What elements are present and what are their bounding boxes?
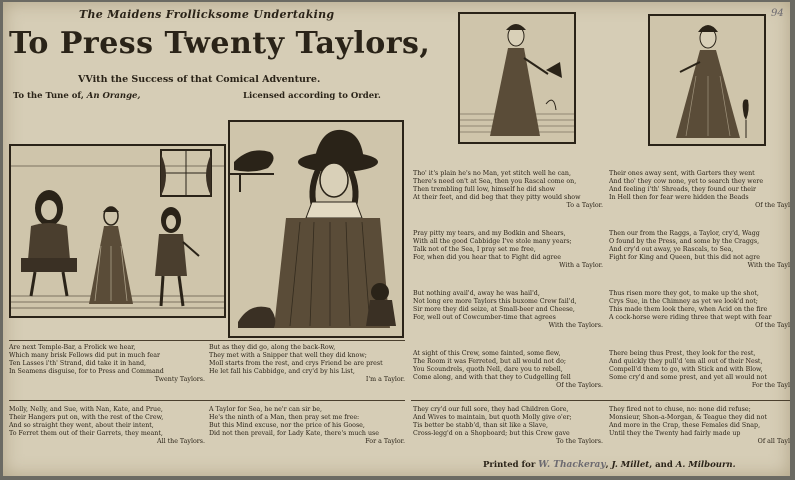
imprint-and: and — [655, 460, 673, 470]
verse-line: Which many brisk Fellows did put in much fear — [9, 352, 160, 359]
verse-line: Tho' it's plain he's no Man, yet stitch well he can, — [413, 170, 571, 177]
verse-line: A cock-horse were riding three that wept with fear — [609, 314, 772, 321]
verse-col4-stanza1 — [609, 170, 790, 210]
verse-line: Pray pitty my tears, and my Bodkin and Shears, — [413, 230, 566, 237]
verse-line: They cry'd our full sore, they had Children Gore, — [413, 406, 569, 413]
verse-line: This made them look there, when Acid on the fire — [609, 306, 768, 313]
verse-line: In Seamens disguise, for to Press and Command — [9, 368, 164, 375]
tune-line — [13, 91, 140, 101]
verse-col4-stanza5 — [609, 406, 790, 446]
ballad-sheet — [3, 2, 790, 476]
verse-refrain: Of the Tayl — [755, 322, 790, 329]
verse-line: With all the good Cabbidge I've stole many years; — [413, 238, 572, 245]
verse-line: Come along, and with that they to Cudgelling fell — [413, 374, 571, 381]
verse-line: To Ferret them out of their Garrets, they meant, — [9, 430, 163, 437]
verse-line: And so straight they went, about their intent, — [9, 422, 154, 429]
verse-refrain: With the Tayl — [747, 262, 790, 269]
verse-col1-stanza2 — [9, 406, 205, 446]
woodcut-woman-fan-drawing — [460, 14, 574, 142]
margin-mark: 94 — [771, 8, 784, 19]
verse-line: You Scoundrels, quoth Nell, dare you to rebell, — [413, 366, 563, 373]
verse-refrain: With a Taylor. — [559, 262, 603, 269]
verse-line: They fired not to chuse, no: none did refuse; — [609, 406, 751, 413]
woodcut-couple-drawing — [11, 146, 224, 316]
title-subtitle: VVith the Success of that Comical Adventure. — [78, 74, 321, 85]
verse-refrain: For a Taylor. — [365, 438, 405, 445]
verse-line: Cross-legg'd on a Shopboard; but this Crew gave — [413, 430, 570, 437]
verse-col3-stanza2 — [413, 230, 603, 270]
verse-line: Are next Temple-Bar, a Frolick we hear, — [9, 344, 136, 351]
verse-line: Ten Lasses i'th' Strand, did take it in hand, — [9, 360, 147, 367]
verse-col3-stanza1 — [413, 170, 603, 210]
verse-refrain: All the Taylors. — [157, 438, 205, 445]
verse-col2-stanza1 — [209, 344, 405, 384]
verse-line: Their Hangers put on, with the rest of the Crew, — [9, 414, 164, 421]
verse-line: Fight for King and Queen, but this did not agre — [609, 254, 760, 261]
verse-line: And more in the Crap, these Females did Snap, — [609, 422, 761, 429]
woodcut-man-drawing — [230, 122, 402, 336]
tune-prefix: To the Tune of, — [13, 91, 84, 101]
verse-line: Then trembling full low, himself he did show — [413, 186, 555, 193]
verse-line: Sir more they did seize, at Small-beer and Cheese, — [413, 306, 575, 313]
verse-line: He let fall his Cabbidge, and cry'd by his List, — [209, 368, 355, 375]
verse-line: For, well out of Cowcumber-time that agrees — [413, 314, 556, 321]
verse-line: For, when did you hear that to Fight did agree — [413, 254, 561, 261]
woodcut-woman-in-gown — [648, 14, 766, 146]
verse-line: O found by the Press, and some by the Craggs, — [609, 238, 760, 245]
rule-left — [9, 340, 405, 341]
verse-col4-stanza3 — [609, 290, 790, 330]
verse-line: Not long ere more Taylors this buxome Crew fail'd, — [413, 298, 577, 305]
verse-refrain: Of the Tayl — [755, 202, 790, 209]
verse-line: But as they did go, along the back-Row, — [209, 344, 336, 351]
verse-col2-stanza2 — [209, 406, 405, 446]
verse-line: There being thus Prest, they look for the rest, — [609, 350, 756, 357]
verse-refrain: For the Tayl — [751, 382, 790, 389]
verse-line: Compell'd them to go, with Stick and with Blow, — [609, 366, 763, 373]
verse-refrain: Of all Tayl — [757, 438, 790, 445]
verse-line: And tho' they cow none, yet to search they were — [609, 178, 764, 185]
verse-line: In Hell then for fear were hidden the Beads — [609, 194, 749, 201]
rule-left-mid — [9, 400, 405, 401]
verse-line: They met with a Snipper that well they did know; — [209, 352, 367, 359]
verse-line: But this Mind excuse, nor the price of his Goose, — [209, 422, 365, 429]
verse-line: Until they the Twenty had fairly made up — [609, 430, 741, 437]
verse-line: Talk not of the Sea, I pray set me free, — [413, 246, 536, 253]
verse-line: Tis better be stabb'd, than sit like a Slave, — [413, 422, 548, 429]
woodcut-woman-gown-drawing — [650, 16, 764, 144]
verse-refrain: To a Taylor. — [566, 202, 603, 209]
woodcut-woman-with-fan — [458, 12, 576, 144]
title-main: To Press Twenty Taylors, — [9, 26, 431, 61]
verse-line: And feeling i'th' Shreads, they found our their — [609, 186, 757, 193]
imprint-name-2: J. Millet — [611, 460, 650, 470]
verse-line: Their ones away sent, with Garters they went — [609, 170, 755, 177]
verse-line: And quickly they pull'd 'em all out of their Nest, — [609, 358, 763, 365]
verse-line: Molly, Nelly, and Sue, with Nan, Kate, and Prue, — [9, 406, 163, 413]
verse-col4-stanza2 — [609, 230, 790, 270]
verse-refrain: Twenty Taylors. — [154, 376, 205, 383]
verse-refrain: Of the Taylors. — [556, 382, 603, 389]
woodcut-man-with-hat — [228, 120, 404, 338]
verse-line: Some cry'd and some prest, and yet all would not — [609, 374, 767, 381]
verse-line: Thus risen more they got, to make up the shot, — [609, 290, 759, 297]
verse-refrain: I'm a Taylor. — [365, 376, 405, 383]
verse-line: Monsieur, Shon-a-Morgan, & Teague they did not — [609, 414, 767, 421]
verse-col3-stanza3 — [413, 290, 603, 330]
verse-refrain: To the Taylors. — [556, 438, 603, 445]
verse-line: And cry'd out away, ye Rascals, to Sea, — [609, 246, 734, 253]
imprint-prefix: Printed for — [483, 460, 536, 470]
rule-right-mid — [411, 400, 790, 401]
verse-line: Did not then prevail, for Lady Kate, there's much use — [209, 430, 379, 437]
imprint-name-3: A. Milbourn. — [675, 460, 736, 470]
verse-line: At their feet, and did beg that they pitty would show — [413, 194, 581, 201]
verse-line: At sight of this Crew, some fainted, some flew, — [413, 350, 561, 357]
imprint-handwritten: W. Thackeray — [538, 460, 606, 470]
verse-line: Moll starts from the rest, and crys Friend be are prest — [209, 360, 383, 367]
title-line-1: The Maidens Frollicksome Undertaking — [79, 8, 335, 21]
licensed-line: Licensed according to Order. — [243, 91, 381, 101]
verse-line: He's the ninth of a Man, then pray set me free: — [209, 414, 360, 421]
verse-line: But nothing avail'd, away he was hail'd, — [413, 290, 540, 297]
verse-refrain: With the Taylors. — [548, 322, 603, 329]
woodcut-couple-scene — [9, 144, 226, 318]
tune-name: An Orange, — [86, 91, 141, 101]
verse-line: A Taylor for Sea, he ne'r can sir be, — [209, 406, 322, 413]
verse-line: Then our from the Raggs, a Taylor, cry'd, Wagg — [609, 230, 760, 237]
verse-line: There's need on't at Sea, then you Rascal come on, — [413, 178, 577, 185]
verse-col3-stanza5 — [413, 406, 603, 446]
verse-col4-stanza4 — [609, 350, 790, 390]
verse-col3-stanza4 — [413, 350, 603, 390]
verse-line: The Room it was Ferreted, but all would not do; — [413, 358, 566, 365]
imprint: Printed for W. Thackeray, J. Millet, and A. Milbourn. — [483, 460, 736, 470]
verse-line: And Wives to maintain, but quoth Molly give o'er; — [413, 414, 572, 421]
verse-line: Crys Sue, in the Chimney as yet we look'd not; — [609, 298, 758, 305]
verse-col1-stanza1 — [9, 344, 205, 384]
